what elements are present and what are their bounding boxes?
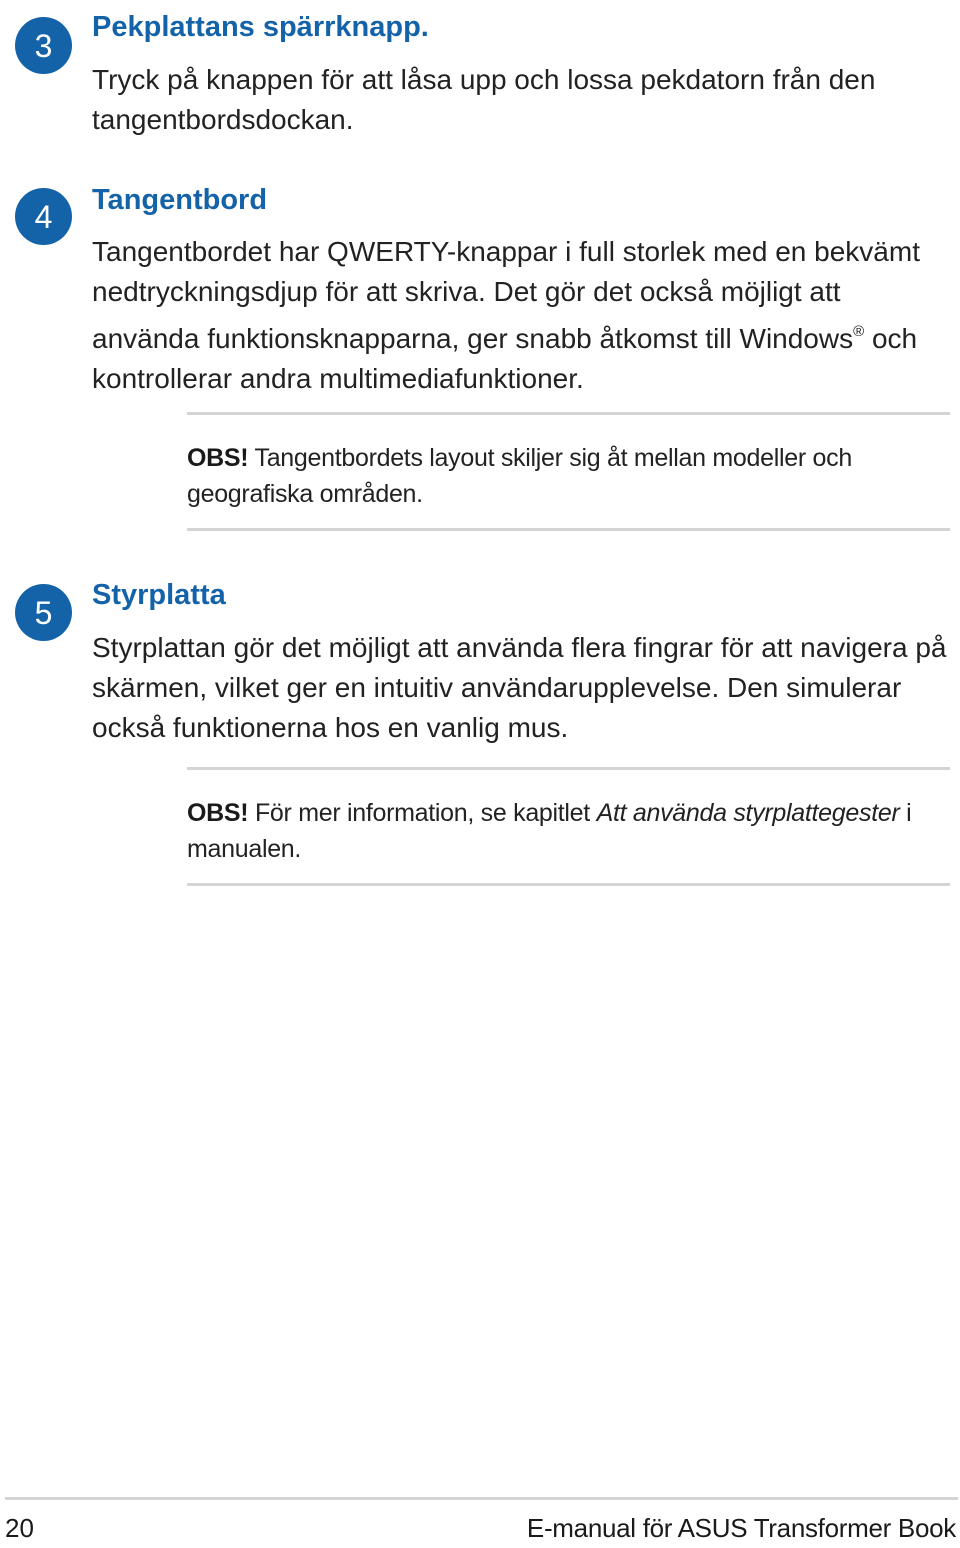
note-top-rule [187, 767, 950, 770]
registered-mark: ® [853, 323, 865, 340]
section-3-body: Tryck på knappen för att låsa upp och lossa pekdatorn från den tangentbordsdockan. [92, 64, 876, 135]
note-text-end: i manualen. [187, 799, 912, 863]
chapter-title: Att använda styrplattegester [596, 799, 900, 827]
section-4-body [92, 232, 952, 399]
number-badge-4: 4 [15, 188, 72, 245]
note-bottom-rule [187, 528, 950, 531]
page-number: 20 [5, 1513, 34, 1543]
number-badge-3: 3 [15, 17, 72, 74]
section-3-heading: Pekplattans spärrknapp. [92, 11, 429, 43]
section-4-body-text: Tangentbordet har QWERTY-knappar i full storlek med en bekvämt nedtryckningsdjup för att skriva. Det gör det också möjligt att använda funktionsknapparna, ger snabb åtkomst till Windows [92, 236, 920, 354]
section-4-heading: Tangentbord [92, 184, 268, 216]
keyboard-note [187, 440, 952, 512]
note-bottom-rule [187, 883, 950, 886]
note-label: OBS! [187, 444, 249, 472]
note-top-rule [187, 412, 950, 415]
section-5-heading: Styrplatta [92, 579, 226, 611]
touchpad-note [187, 795, 952, 867]
note-text: För mer information, se kapitlet [248, 799, 597, 827]
number-badge-5: 5 [15, 584, 72, 641]
note-text: Tangentbordets layout skiljer sig åt mellan modeller och geografiska områden. [187, 444, 852, 508]
section-4-body-text-end: och kontrollerar andra multimediafunktioner. [92, 323, 918, 394]
note-label: OBS! [187, 799, 249, 827]
section-5-body: Styrplattan gör det möjligt att använda flera fingrar för att navigera på skärmen, vilket ger en intuitiv användarupplevelse. Den simulerar också funktionerna hos en vanlig mus. [92, 632, 947, 743]
footer-rule [5, 1497, 958, 1500]
manual-title: E-manual för ASUS Transformer Book [526, 1513, 956, 1543]
